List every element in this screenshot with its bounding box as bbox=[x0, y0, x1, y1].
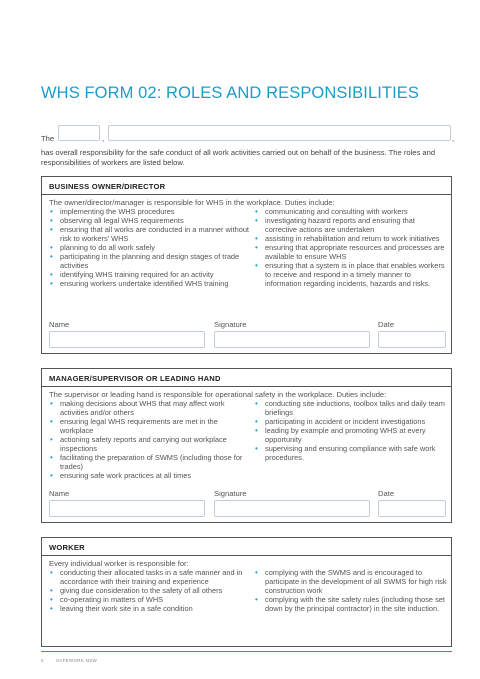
owner-intro: The owner/director/manager is responsible for WHS in the workplace. Duties include: bbox=[49, 198, 335, 207]
list-item: • communicating and consulting with workers bbox=[254, 208, 449, 217]
manager-section bbox=[41, 368, 452, 523]
manager-duties-right bbox=[254, 400, 449, 462]
intro-the-label: The bbox=[41, 134, 55, 143]
responsible-person-field[interactable] bbox=[108, 125, 451, 141]
list-item: • complying with the SWMS and is encouraged to participate in the development of all SWMS for high risk construction work bbox=[254, 569, 449, 596]
list-item: • making decisions about WHS that may affect work activities and/or others bbox=[49, 400, 249, 418]
manager-heading: MANAGER/SUPERVISOR OR LEADING HAND bbox=[42, 369, 451, 387]
worker-intro: Every individual worker is responsible for: bbox=[49, 559, 189, 568]
list-item: • ensuring that a system is in place that enables workers to receive and respond in a timely manner to information regarding incidents, hazards and risks. bbox=[254, 262, 449, 289]
owner-duties-right bbox=[254, 208, 449, 288]
list-item: • supervising and ensuring compliance with safe work procedures. bbox=[254, 445, 449, 463]
worker-section bbox=[41, 537, 452, 647]
list-item: • facilitating the preparation of SWMS (including those for trades) bbox=[49, 454, 249, 472]
worker-duties-left bbox=[49, 569, 249, 614]
intro-comma-end: , bbox=[452, 134, 455, 143]
list-item: • conducting site inductions, toolbox talks and daily team briefings bbox=[254, 400, 449, 418]
manager-intro: The supervisor or leading hand is responsible for operational safety in the workplace. Duties include: bbox=[49, 390, 387, 399]
manager-signature-label: Signature bbox=[214, 489, 247, 498]
list-item: • implementing the WHS procedures bbox=[49, 208, 249, 217]
list-item: • leading by example and promoting WHS at every opportunity bbox=[254, 427, 449, 445]
footer-text: SAFEWORK NSW bbox=[56, 658, 98, 663]
owner-name-label: Name bbox=[49, 320, 70, 329]
owner-date-label: Date bbox=[378, 320, 395, 329]
manager-date-field[interactable] bbox=[378, 500, 446, 517]
list-item: • ensuring that all works are conducted in a manner without risk to workers' WHS bbox=[49, 226, 249, 244]
list-item: • actioning safety reports and carrying out workplace inspections bbox=[49, 436, 249, 454]
list-item: • participating in the planning and design stages of trade activities bbox=[49, 253, 249, 271]
list-item: • planning to do all work safely bbox=[49, 244, 249, 253]
manager-name-field[interactable] bbox=[49, 500, 205, 517]
intro-paragraph: has overall responsibility for the safe conduct of all work activities carried out on behalf of the business. The roles and responsibilities of workers are listed below. bbox=[41, 148, 436, 167]
owner-heading: BUSINESS OWNER/DIRECTOR bbox=[42, 177, 451, 195]
list-item: • ensuring safe work practices at all times bbox=[49, 472, 249, 481]
manager-signature-field[interactable] bbox=[214, 500, 370, 517]
worker-duties-right bbox=[254, 569, 449, 614]
list-item: • leaving their work site in a safe condition bbox=[49, 605, 249, 614]
list-item: • complying with the site safety rules (including those set down by the principal contractor) in the site induction. bbox=[254, 596, 449, 614]
list-item: • conducting their allocated tasks in a safe manner and in accordance with their training and experience bbox=[49, 569, 249, 587]
page-number: 6 bbox=[41, 658, 44, 663]
manager-duties-left bbox=[49, 400, 249, 480]
manager-date-label: Date bbox=[378, 489, 395, 498]
owner-signature-field[interactable] bbox=[214, 331, 370, 348]
owner-duties-left bbox=[49, 208, 249, 288]
list-item: • giving due consideration to the safety of all others bbox=[49, 587, 249, 596]
list-item: • co-operating in matters of WHS bbox=[49, 596, 249, 605]
manager-name-label: Name bbox=[49, 489, 70, 498]
business-name-field[interactable] bbox=[58, 125, 100, 141]
owner-section bbox=[41, 176, 452, 354]
list-item: • ensuring workers undertake identified WHS training bbox=[49, 280, 249, 289]
owner-date-field[interactable] bbox=[378, 331, 446, 348]
owner-signature-label: Signature bbox=[214, 320, 247, 329]
list-item: • assisting in rehabilitation and return to work initiatives bbox=[254, 235, 449, 244]
owner-name-field[interactable] bbox=[49, 331, 205, 348]
list-item: • identifying WHS training required for an activity bbox=[49, 271, 249, 280]
list-item: • ensuring that appropriate resources and processes are available to ensure WHS bbox=[254, 244, 449, 262]
list-item: • participating in accident or incident investigations bbox=[254, 418, 449, 427]
footer-divider bbox=[41, 651, 452, 652]
worker-heading: WORKER bbox=[42, 538, 451, 556]
list-item: • investigating hazard reports and ensuring that corrective actions are undertaken bbox=[254, 217, 449, 235]
page-title: WHS FORM 02: ROLES AND RESPONSIBILITIES bbox=[41, 84, 419, 102]
intro-comma: , bbox=[102, 134, 105, 143]
list-item: • ensuring legal WHS requirements are met in the workplace bbox=[49, 418, 249, 436]
list-item: • observing all legal WHS requirements bbox=[49, 217, 249, 226]
